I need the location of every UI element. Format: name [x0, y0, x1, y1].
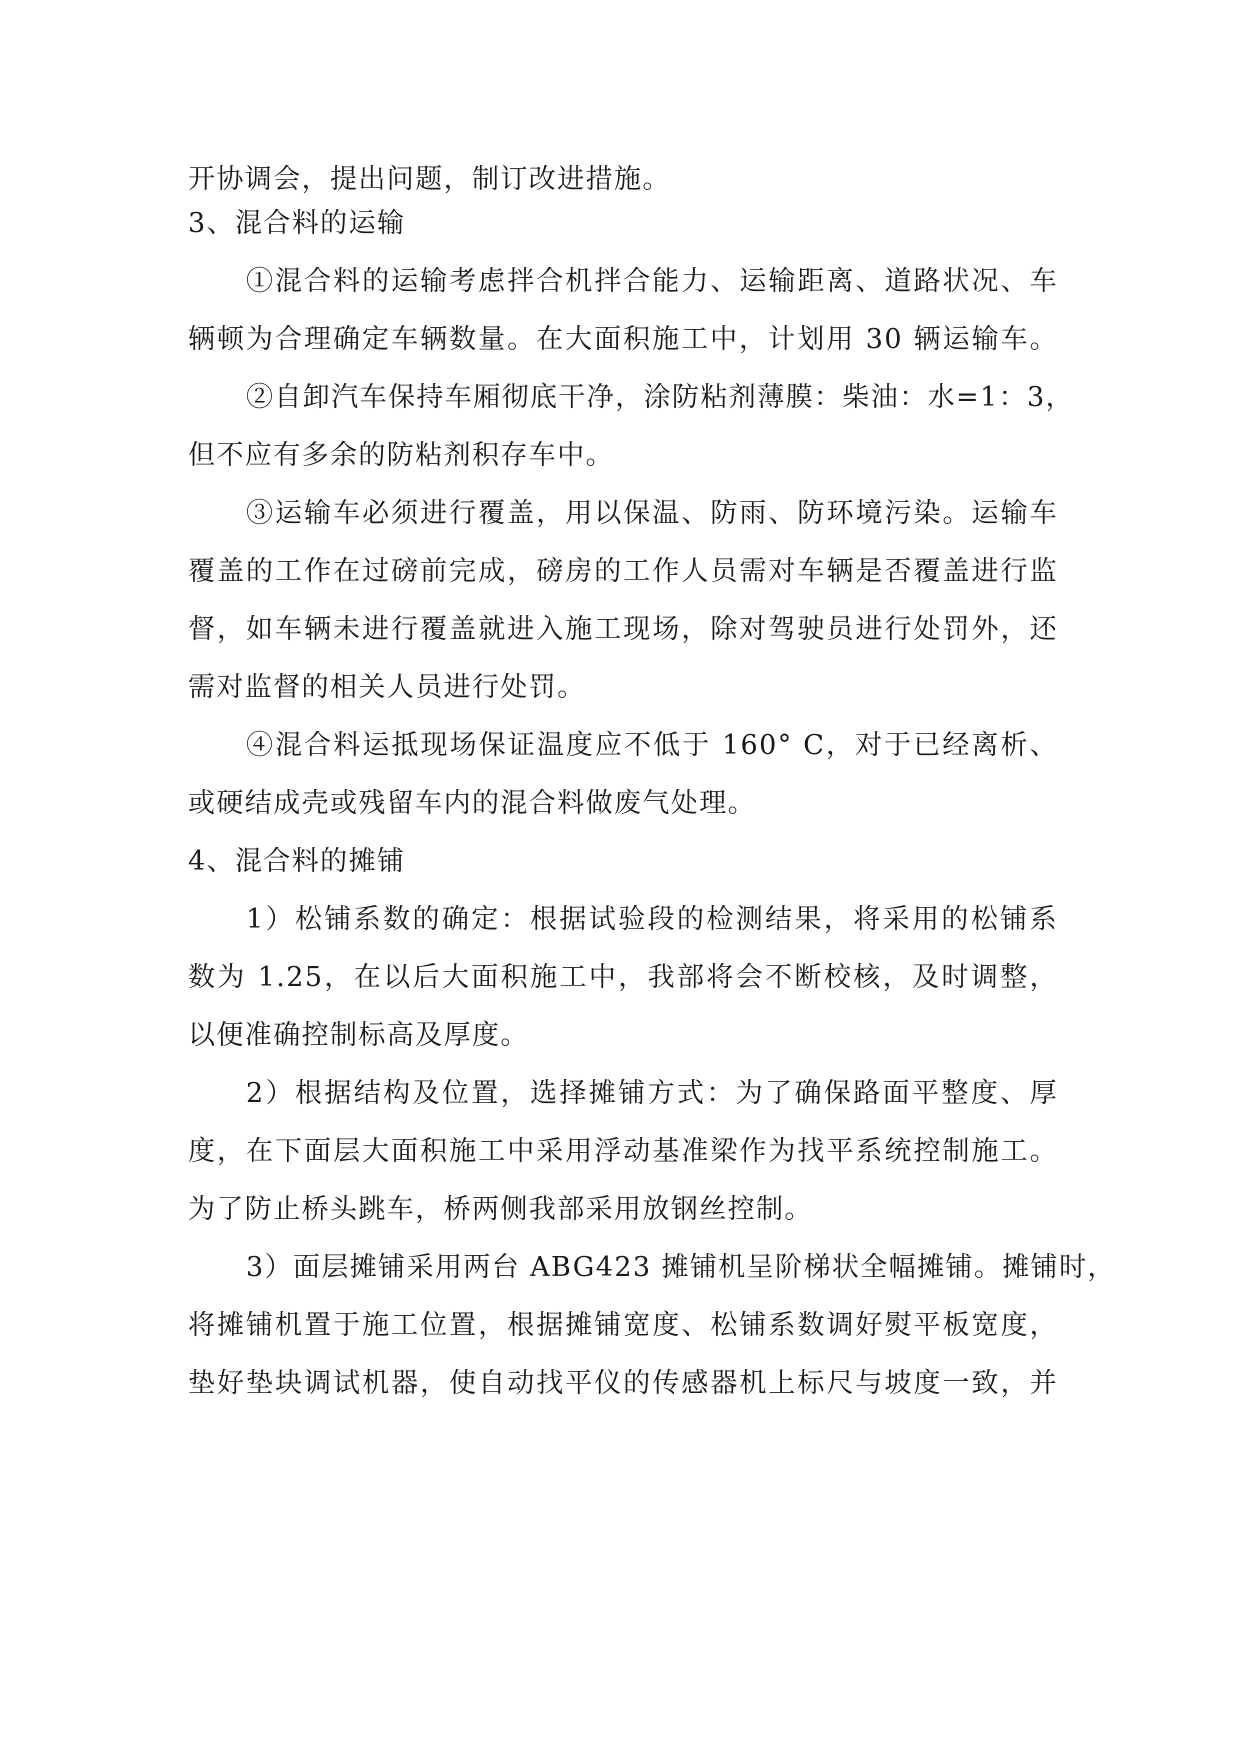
text-line: 1）松铺系数的确定：根据试验段的检测结果，将采用的松铺系 — [246, 904, 1058, 935]
section-heading: 4、混合料的摊铺 — [188, 846, 406, 877]
text-line: 度，在下面层大面积施工中采用浮动基准梁作为找平系统控制施工。 — [188, 1136, 1058, 1167]
text-line: 数为 1.25，在以后大面积施工中，我部将会不断校核，及时调整， — [188, 962, 1058, 993]
text-line: 或硬结成壳或残留车内的混合料做废气处理。 — [188, 788, 756, 819]
text-line: ①混合料的运输考虑拌合机拌合能力、运输距离、道路状况、车 — [246, 266, 1058, 297]
text-line: 垫好垫块调试机器，使自动找平仪的传感器机上标尺与坡度一致，并 — [188, 1368, 1058, 1399]
text-line: 2）根据结构及位置，选择摊铺方式：为了确保路面平整度、厚 — [246, 1078, 1058, 1109]
text-line: 3）面层摊铺采用两台 ABG423 摊铺机呈阶梯状全幅摊铺。摊铺时， — [246, 1252, 1116, 1283]
text-line: 开协调会，提出问题，制订改进措施。 — [188, 164, 671, 195]
text-line: 督，如车辆未进行覆盖就进入施工现场，除对驾驶员进行处罚外，还 — [188, 614, 1058, 645]
text-line: 以便准确控制标高及厚度。 — [188, 1020, 529, 1051]
text-line: 将摊铺机置于施工位置，根据摊铺宽度、松铺系数调好熨平板宽度， — [188, 1310, 1058, 1341]
text-line: 为了防止桥头跳车，桥两侧我部采用放钢丝控制。 — [188, 1194, 813, 1225]
section-heading: 3、混合料的运输 — [188, 208, 406, 239]
text-line: 覆盖的工作在过磅前完成，磅房的工作人员需对车辆是否覆盖进行监 — [188, 556, 1058, 587]
text-line: 需对监督的相关人员进行处罚。 — [188, 672, 586, 703]
text-line: ④混合料运抵现场保证温度应不低于 160° C，对于已经离析、 — [246, 730, 1058, 761]
text-line: 但不应有多余的防粘剂积存车中。 — [188, 440, 614, 471]
text-line: ②自卸汽车保持车厢彻底干净，涂防粘剂薄膜：柴油：水=1：3， — [246, 382, 1074, 413]
text-line: 辆顿为合理确定车辆数量。在大面积施工中，计划用 30 辆运输车。 — [188, 324, 1058, 355]
text-line: ③运输车必须进行覆盖，用以保温、防雨、防环境污染。运输车 — [246, 498, 1058, 529]
